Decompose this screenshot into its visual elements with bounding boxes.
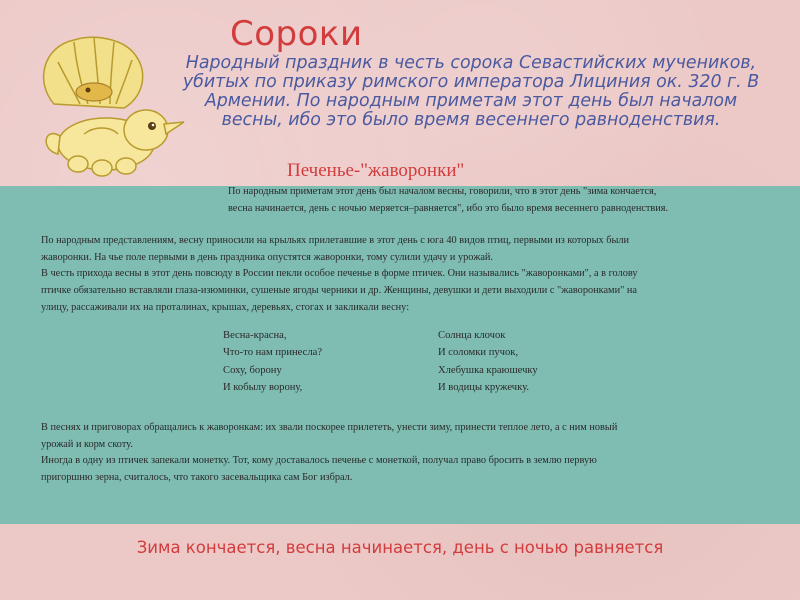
paragraph-songs — [41, 419, 761, 453]
intro-line: По народным приметам этот день был началом весны, говорили, что в этот день "зима кончается, — [228, 186, 657, 197]
poem-line: Хлебушка краюшечку — [438, 364, 538, 376]
paragraph-line: урожай и корм скоту. — [41, 439, 133, 450]
slide-subtitle: Народный праздник в честь сорока Севастийских мучеников, убитых по приказу римского императора Лициния ок. 320 г. В Армении. По народным приметам этот день был началом весны, ибо это было время весеннего равноденствия. — [182, 53, 760, 130]
section-heading: Печенье-"жаворонки" — [287, 160, 465, 181]
poem-line: Весна-красна, — [223, 330, 287, 341]
cartoon-bird-icon — [14, 26, 190, 186]
paragraph-line: пригоршню зерна, считалось, что такого засевальщика сам Бог избрал. — [41, 472, 353, 483]
paragraph-line: улицу, рассаживали их на проталинах, крышах, деревьях, стогах и закликали весну: — [41, 302, 410, 313]
paragraph-line: жаворонки. На чье поле первыми в день праздника опустятся жаворонки, тому сулили удачу и урожай. — [41, 252, 493, 263]
paragraph-line: По народным представлениям, весну приносили на крыльях прилетавшие в этот день с юга 40 видов птиц, первыми из которых были — [41, 235, 630, 246]
paragraph-migration — [41, 232, 761, 266]
paragraph-baking — [41, 265, 761, 316]
slide-title: Сороки — [230, 14, 363, 54]
poem-line: И соломки пучок, — [438, 347, 519, 359]
poem-line: Что-то нам принесла? — [223, 347, 323, 359]
poem-line: Солнца клочок — [438, 330, 506, 341]
poem-line: И кобылу ворону, — [223, 382, 303, 394]
paragraph-line: Иногда в одну из птичек запекали монетку. Тот, кому доставалось печенье с монеткой, получал право бросить в землю первую — [41, 455, 597, 466]
paragraph-line: В песнях и приговорах обращались к жаворонкам: их звали поскорее прилететь, унести зиму, принести теплое лето, а с ним новый — [41, 422, 618, 433]
intro-paragraph — [228, 183, 788, 217]
paragraph-line: В честь прихода весны в этот день повсюду в России пекли особое печенье в форме птичек. Они назывались "жаворонками", а в голову — [41, 268, 638, 279]
poem-right-column — [438, 327, 538, 397]
poem-line: Соху, борону — [223, 364, 282, 376]
poem-left-column — [223, 327, 322, 397]
paragraph-coin — [41, 452, 761, 486]
intro-line: весна начинается, день с ночью меряется–равняется", ибо это было время весеннего равноденствия. — [228, 203, 669, 214]
poem-line: И водицы кружечку. — [438, 382, 530, 394]
footer-saying: Зима кончается, весна начинается, день с ночью равняется — [136, 538, 664, 557]
paragraph-line: птичке обязательно вставляли глаза-изюминки, сушеные ягоды черники и др. Женщины, девушки и дети выходили с "жаворонками" на — [41, 285, 637, 296]
